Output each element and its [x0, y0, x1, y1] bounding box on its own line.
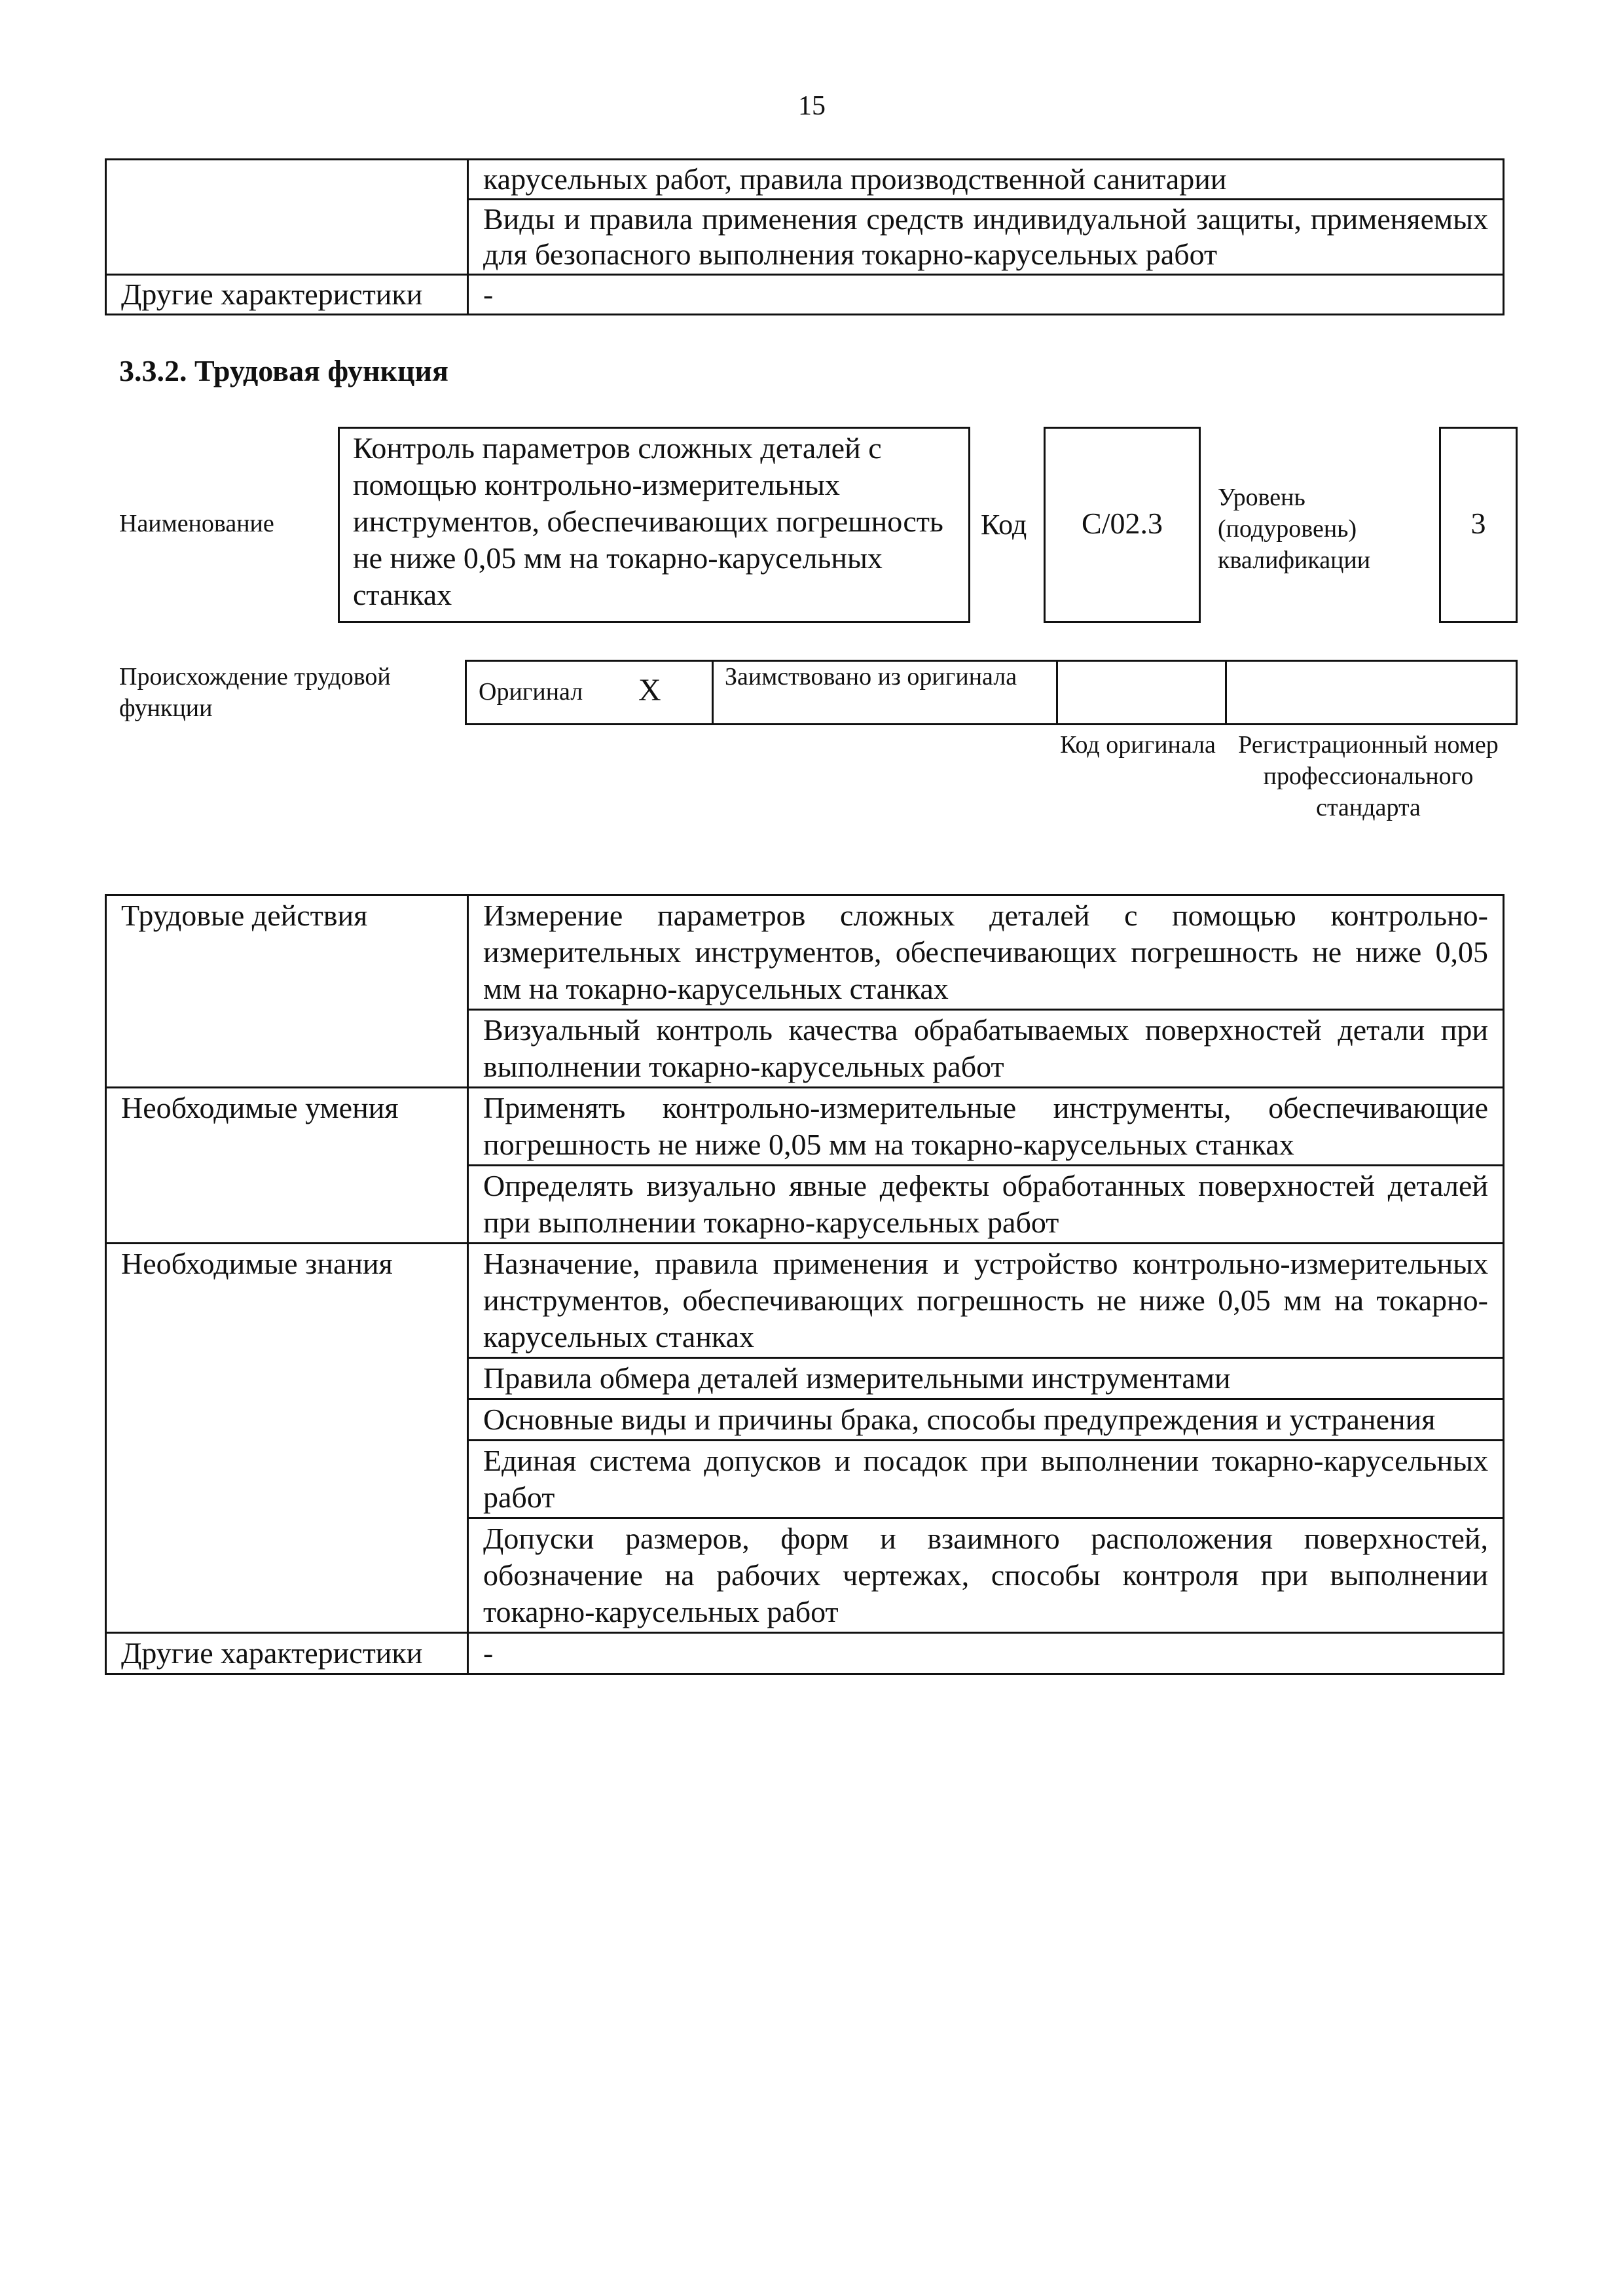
code-label: Код — [981, 509, 1027, 541]
name-label: Наименование — [119, 510, 274, 537]
borrowed-label: Заимствовано из оригинала — [725, 663, 1017, 691]
code-box — [1044, 427, 1201, 623]
table-row — [106, 1633, 1504, 1674]
code-original-caption: Код оригинала — [1060, 731, 1216, 759]
item-text: Применять контрольно-измерительные инструменты, обеспечивающие погрешность не ниже 0,05 мм на токарно-карусельных станках — [468, 1088, 1504, 1166]
item-text: Единая система допусков и посадок при выполнении токарно-карусельных работ — [468, 1441, 1504, 1518]
section-title: 3.3.2. Трудовая функция — [119, 354, 448, 387]
table-row — [106, 895, 1504, 1010]
row-text: - — [468, 275, 1504, 315]
level-box — [1439, 427, 1518, 623]
table-row — [106, 275, 1504, 315]
original-mark: X — [638, 673, 661, 708]
function-name-text: Контроль параметров сложных деталей с помощью контрольно-измерительных инструментов, обеспечивающих погрешность не ниже 0,05 мм на токарно-карусельных станках — [353, 431, 943, 611]
item-text: Допуски размеров, форм и взаимного расположения поверхностей, обозначение на рабочих чертежах, способы контроля при выполнении токарно-карусельных работ — [468, 1518, 1504, 1633]
item-text: Назначение, правила применения и устройство контрольно-измерительных инструментов, обеспечивающих погрешность не ниже 0,05 мм на токарно-карусельных станках — [468, 1244, 1504, 1358]
divider — [712, 662, 714, 723]
function-name-box — [338, 427, 970, 623]
labor-table — [105, 894, 1504, 1675]
level-label: Уровень (подуровень) квалификации — [1218, 484, 1371, 574]
row-text: карусельных работ, правила производственной санитарии — [468, 160, 1504, 200]
item-text: Визуальный контроль качества обрабатываемых поверхностей детали при выполнении токарно-карусельных работ — [468, 1010, 1504, 1088]
item-text: Правила обмера деталей измерительными инструментами — [468, 1358, 1504, 1399]
table-row — [106, 1088, 1504, 1166]
section-label: Необходимые умения — [106, 1088, 468, 1244]
page-number: 15 — [798, 91, 826, 121]
origin-table — [465, 660, 1518, 725]
level-value: 3 — [1470, 507, 1486, 540]
divider — [1225, 662, 1227, 723]
table-row — [106, 1244, 1504, 1358]
code-value: С/02.3 — [1082, 507, 1163, 540]
section-label: Необходимые знания — [106, 1244, 468, 1633]
reg-number-caption: Регистрационный номер профессионального стандарта — [1238, 731, 1499, 821]
item-text: - — [468, 1633, 1504, 1674]
table-row — [106, 160, 1504, 200]
row-label: Другие характеристики — [106, 275, 468, 315]
continuation-table — [105, 158, 1504, 315]
item-text: Определять визуально явные дефекты обработанных поверхностей деталей при выполнении токарно-карусельных работ — [468, 1166, 1504, 1244]
row-text: Виды и правила применения средств индивидуальной защиты, применяемых для безопасного выполнения токарно-карусельных работ — [468, 200, 1504, 275]
row-label — [106, 160, 468, 275]
divider — [1056, 662, 1058, 723]
section-label: Другие характеристики — [106, 1633, 468, 1674]
original-label: Оригинал — [479, 678, 583, 706]
section-label: Трудовые действия — [106, 895, 468, 1088]
origin-label: Происхождение трудовой функции — [119, 663, 391, 722]
item-text: Основные виды и причины брака, способы предупреждения и устранения — [468, 1399, 1504, 1441]
item-text: Измерение параметров сложных деталей с помощью контрольно-измерительных инструментов, обеспечивающих погрешность не ниже 0,05 мм на токарно-карусельных станках — [468, 895, 1504, 1010]
